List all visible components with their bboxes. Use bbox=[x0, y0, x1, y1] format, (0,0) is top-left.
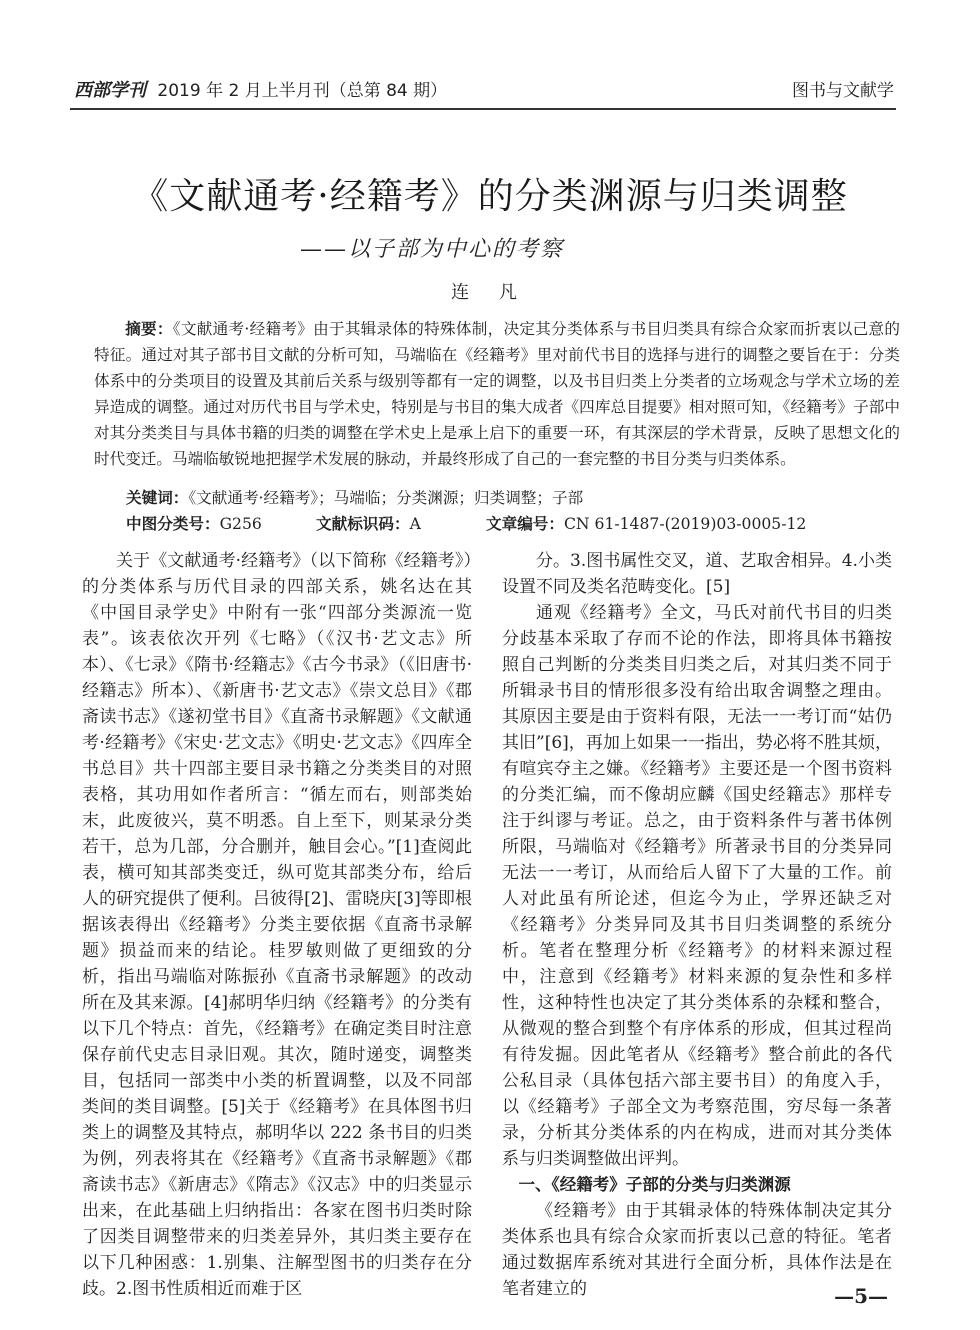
body-paragraph: 《经籍考》由于其辑录体的特殊体制决定其分类体系也具有综合众家而折衷以己意的特征。笔者通过数据库系统对其进行全面分析，具体作法是在笔者建立的 bbox=[502, 1201, 892, 1299]
clc-label: 中图分类号： bbox=[126, 515, 220, 533]
doc-code-label: 文献标识码： bbox=[316, 515, 410, 533]
running-header-left bbox=[74, 76, 447, 102]
keywords bbox=[126, 486, 583, 508]
article-number bbox=[486, 512, 806, 534]
issue-info: 2019 年 2 月上半月刊（总第 84 期） bbox=[157, 81, 448, 101]
clc-value: G256 bbox=[219, 515, 262, 533]
section-name: 图书与文献学 bbox=[792, 81, 894, 101]
clc-number bbox=[126, 512, 262, 534]
author-name: 连 凡 bbox=[451, 282, 529, 303]
page-number: —5— bbox=[834, 1284, 888, 1308]
abstract-text: 《文献通考·经籍考》由于其辑录体的特殊体制，决定其分类体系与书目归类具有综合众家而折衷以己意的特征。通过对其子部书目文献的分析可知，马端临在《经籍考》里对前代书目的选择与进行的调整之要旨在于：分类体系中的分类项目的设置及其前后关系与级别等都有一定的调整，以及书目归类上分类者的立场观念与学术立场的差异造成的调整。通过对历代书目与学术史，特别是与书目的集大成者《四库总目提要》相对照可知，《经籍考》子部中对其分类类目与具体书籍的归类的调整在学术史上是承上启下的重要一环，有其深层的学术背景，反映了思想文化的时代变迁。马端临敏锐地把握学术发展的脉动，并最终形成了自己的一套完整的书目分类与归类体系。 bbox=[94, 320, 900, 468]
document-code bbox=[316, 512, 421, 534]
abstract-label: 摘要： bbox=[125, 320, 173, 338]
body-paragraph: 关于《文献通考·经籍考》（以下简称《经籍考》）的分类体系与历代目录的四部关系，姚名达在其《中国目录学史》中附有一张“四部分类源流一览表”。该表依次开列《七略》（《汉书·艺文志》所本）、《七录》《隋书·经籍志》《古今书录》（《旧唐书·经籍志》所本）、《新唐书·艺文志》《崇文总目》《郡斋读书志》《遂初堂书目》《直斋书录解题》《文献通考·经籍考》《宋史·艺文志》《明史·艺文志》《四库全书总目》共十四部主要目录书籍之分类类目的对照表格，其功用如作者所言：“循左而右，则部类始末，此废彼兴，莫不明悉。自上至下，则某录分类若干，总为几部，分合删并，触目会心。”[1]查阅此表，横可知其部类变迁，纵可览其部类分布，给后人的研究提供了便利。吕彼得[2]、雷晓庆[3]等即根据该表得出《经籍考》分类主要依据《直斋书录解题》损益而来的结论。桂罗敏则做了更细致的分析，指出马端临对陈振孙《直斋书录解题》的改动所在及其来源。[4]郝明华归纳《经籍考》的分类有以下几个特点：首先，《经籍考》在确定类目时注意保存前代史志目录旧观。其次，随时递变，调整类目，包括同一部类中小类的析置调整，以及不同部类间的类目调整。[5]关于《经籍考》在具体图书归类上的调整及其特点，郝明华以 222 条书目的归类为例，列表将其在《经籍考》《直斋书录解题》《郡斋读书志》《新唐志》《隋志》《汉志》中的归类显示出来，在此基础上归纳指出：各家在图书归类时除了因类目调整带来的归类差异外，其归类主要存在以下几种困惑：1.别集、注解型图书的归类存在分歧。2.图书性质相近而难于区 bbox=[82, 551, 473, 1299]
abstract bbox=[94, 316, 900, 472]
body-column-left bbox=[82, 548, 472, 1302]
body-paragraph: 分。3.图书属性交叉，道、艺取舍相异。4.小类设置不同及类名范畴变化。[5] bbox=[502, 551, 892, 597]
doc-code-value: A bbox=[409, 515, 421, 533]
keywords-text: 《文献通考·经籍考》；马端临；分类渊源；归类调整；子部 bbox=[188, 489, 584, 507]
body-paragraph: 通观《经籍考》全文，马氏对前代书目的归类分歧基本采取了存而不论的作法，即将具体书籍按照自己判断的分类类目归类之后，对其归类不同于所辑录书目的情形很多没有给出取舍调整之理由。其原因主要是由于资料有限，无法一一考订而“姑仍其旧”[6]，再加上如果一一指出，势必将不胜其烦，有喧宾夺主之嫌。《经籍考》主要还是一个图书资料的分类汇编，而不像胡应麟《国史经籍志》那样专注于纠谬与考证。总之，由于资料条件与著书体例所限，马端临对《经籍考》所著录书目的分类异同无法一一考订，从而给后人留下了大量的工作。前人对此虽有所论述，但迄今为止，学界还缺乏对《经籍考》分类异同及其书目归类调整的系统分析。笔者在整理分析《经籍考》的材料来源过程中，注意到《经籍考》材料来源的复杂性和多样性，这种特性也决定了其分类体系的杂糅和整合，从微观的整合到整个有序体系的形成，但其过程尚有待发掘。因此笔者从《经籍考》整合前此的各代公私目录（具体包括六部主要书目）的角度入手，以《经籍考》子部全文为考察范围，穷尽每一条著录，分析其分类体系的内在构成，进而对其分类体系与归类调整做出评判。 bbox=[502, 603, 892, 1169]
keywords-label: 关键词： bbox=[126, 489, 189, 507]
article-no-label: 文章编号： bbox=[486, 515, 564, 533]
journal-name: 西部学刊 bbox=[74, 80, 146, 101]
article-subtitle: ——以子部为中心的考察 bbox=[300, 237, 565, 262]
body-column-right bbox=[502, 548, 892, 1302]
article-title: 《文献通考·经籍考》的分类渊源与归类调整 bbox=[132, 176, 848, 217]
header-divider bbox=[70, 108, 896, 110]
section-heading: 一、《经籍考》子部的分类与归类渊源 bbox=[518, 1175, 791, 1194]
article-no-value: CN 61-1487-(2019)03-0005-12 bbox=[563, 515, 807, 533]
